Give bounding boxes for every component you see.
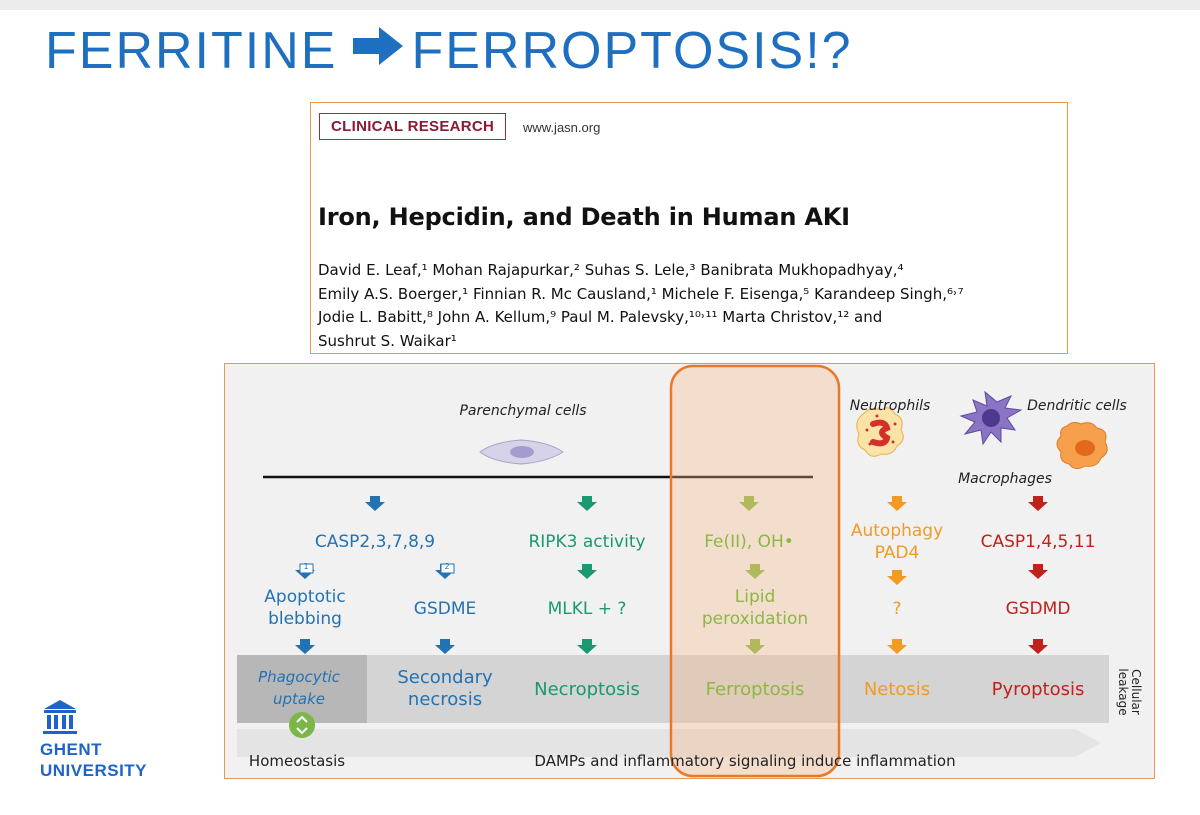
slide-title-left: FERRITINE bbox=[45, 21, 338, 80]
down-arrow-icon bbox=[1028, 639, 1048, 654]
mlkl-label: MLKL + ? bbox=[547, 599, 627, 619]
macrophage-icon bbox=[1057, 422, 1107, 468]
dendritic-cells-label: Dendritic cells bbox=[1027, 398, 1127, 414]
gsdmd-label: GSDMD bbox=[1005, 599, 1071, 619]
down-arrow-icon bbox=[1028, 496, 1048, 511]
ripk3-label: RIPK3 activity bbox=[528, 532, 646, 552]
down-arrow-icon bbox=[577, 564, 597, 579]
down-arrow-icon bbox=[887, 496, 907, 511]
ferroptosis-highlight bbox=[671, 366, 839, 776]
logo-text: GHENT UNIVERSITY bbox=[40, 740, 148, 780]
neutrophils-label: Neutrophils bbox=[849, 398, 931, 414]
right-arrow-icon bbox=[349, 24, 407, 77]
badge-1-text: 1 bbox=[303, 562, 309, 571]
casp-apoptosis-label: CASP2,3,7,8,9 bbox=[314, 532, 436, 552]
paper-excerpt bbox=[310, 102, 1068, 354]
journal-url: www.jasn.org bbox=[523, 120, 601, 135]
slide-title-right: FERROPTOSIS!? bbox=[411, 21, 853, 80]
down-arrow-icon bbox=[887, 570, 907, 585]
phagocytic-uptake-label: Phagocytic uptake bbox=[258, 668, 340, 708]
author-line: David E. Leaf,¹ Mohan Rajapurkar,² Suhas S. Lele,³ Banibrata Mukhopadhyay,⁴ bbox=[318, 261, 904, 279]
fe-oh-label: Fe(II), OH• bbox=[704, 532, 794, 552]
down-arrow-icon bbox=[295, 639, 315, 654]
paper-title: Iron, Hepcidin, and Death in Human AKI bbox=[318, 203, 850, 231]
parenchymal-cells-label: Parenchymal cells bbox=[459, 403, 587, 419]
parenchymal-cell-icon bbox=[480, 440, 563, 464]
cellular-leakage-label: Cellular leakage bbox=[1116, 668, 1143, 716]
down-arrow-icon bbox=[365, 496, 385, 511]
apoptotic-blebbing-label: Apoptotic blebbing bbox=[264, 587, 346, 629]
down-arrow-icon bbox=[577, 639, 597, 654]
dendritic-cell-icon bbox=[961, 392, 1021, 444]
down-arrow-icon bbox=[577, 496, 597, 511]
macrophages-label: Macrophages bbox=[958, 471, 1052, 487]
secondary-necrosis-label: Secondary necrosis bbox=[397, 667, 493, 710]
homeostasis-label: Homeostasis bbox=[248, 752, 346, 770]
pyroptosis-label: Pyroptosis bbox=[991, 679, 1085, 700]
lipid-peroxidation-label: Lipid peroxidation bbox=[701, 587, 809, 629]
cell-death-figure bbox=[224, 363, 1155, 779]
netosis-question-label: ? bbox=[892, 599, 902, 619]
slide-title bbox=[45, 21, 853, 80]
damps-inflammation-label: DAMPs and inflammatory signaling induce inflammation bbox=[534, 752, 956, 770]
autophagy-label: Autophagy PAD4 bbox=[850, 521, 944, 563]
ghent-university-logo bbox=[40, 697, 150, 797]
down-arrow-icon bbox=[435, 639, 455, 654]
down-arrow-icon bbox=[1028, 564, 1048, 579]
author-line: Jodie L. Babitt,⁸ John A. Kellum,⁹ Paul M. Palevsky,¹⁰˒¹¹ Marta Christov,¹² and bbox=[318, 308, 883, 326]
author-line: Emily A.S. Boerger,¹ Finnian R. Mc Causland,¹ Michele F. Eisenga,⁵ Karandeep Singh,⁶˒⁷ bbox=[318, 284, 964, 303]
recycle-icon bbox=[289, 712, 315, 738]
journal-section-label: CLINICAL RESEARCH bbox=[319, 113, 506, 140]
top-bar bbox=[0, 0, 1200, 10]
ferroptosis-label: Ferroptosis bbox=[705, 679, 805, 700]
author-list bbox=[318, 259, 1058, 353]
figure-graphics bbox=[225, 364, 1154, 778]
netosis-label: Netosis bbox=[863, 679, 931, 700]
down-arrow-icon bbox=[887, 639, 907, 654]
necroptosis-label: Necroptosis bbox=[534, 679, 640, 700]
author-line: Sushrut S. Waikar¹ bbox=[318, 331, 457, 350]
gsdme-label: GSDME bbox=[413, 599, 477, 619]
badge-2-text: 2 bbox=[444, 562, 450, 571]
casp-pyroptosis-label: CASP1,4,5,11 bbox=[980, 532, 1096, 552]
building-icon bbox=[40, 697, 80, 737]
